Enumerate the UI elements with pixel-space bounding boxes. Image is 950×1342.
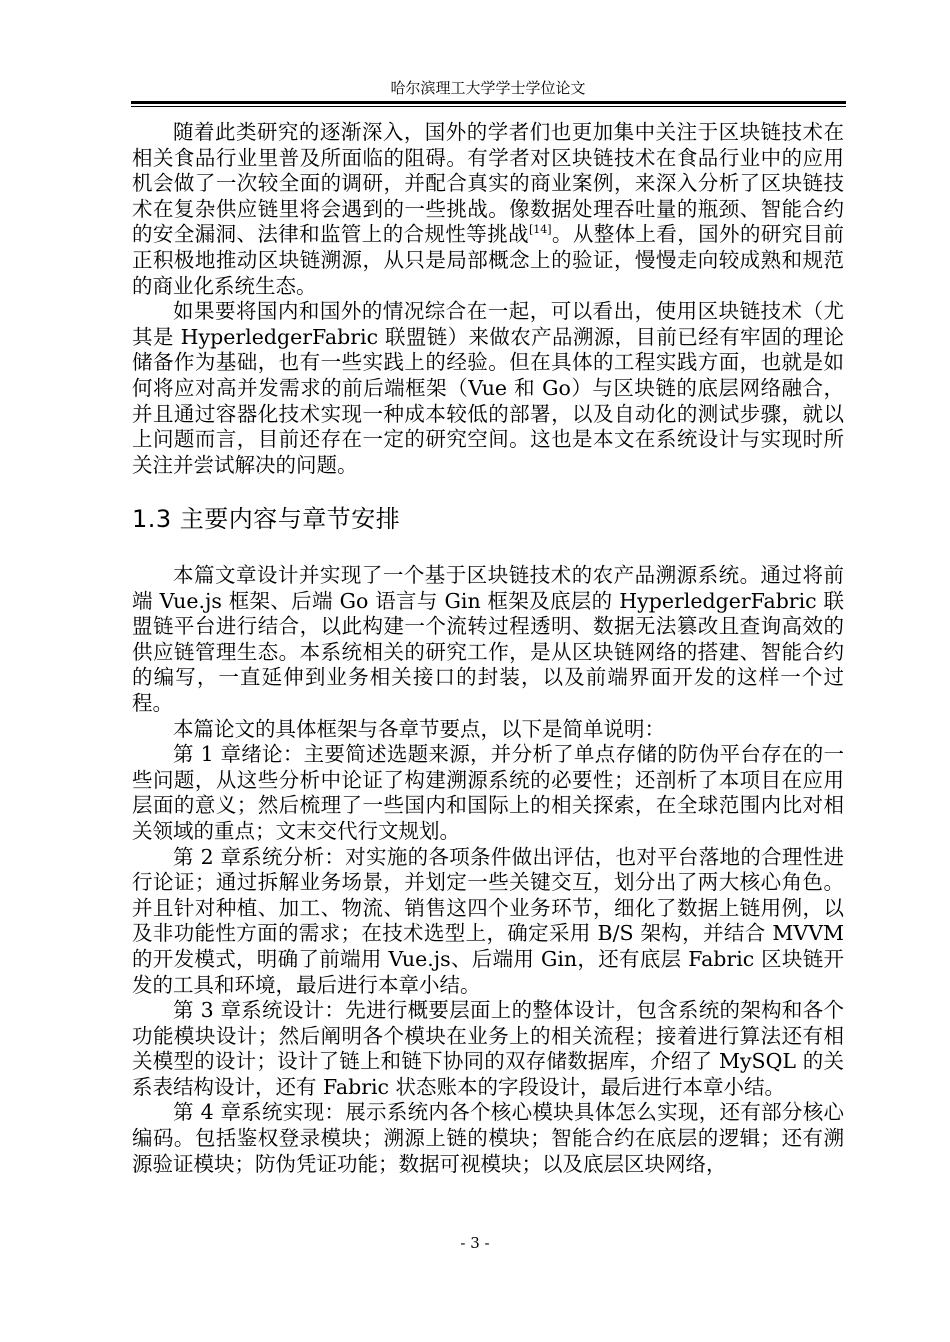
section-heading: 1.3 主要内容与章节安排 xyxy=(132,505,401,533)
paragraph-text: 。从整体上看，国外的研究目前正积极地推动区块链溯源，从只是局部概念上的验证，慢慢走向较成熟和规范的商业化系统生态。 xyxy=(132,222,845,298)
citation-reference: [14] xyxy=(528,223,552,237)
paragraph: 第 2 章系统分析：对实施的各项条件做出评估，也对平台落地的合理性进行论证；通过拆解业务场景，并划定一些关键交互，划分出了两大核心角色。并且针对种植、加工、物流、销售这四个业务环节，细化了数据上链用例，以及非功能性方面的需求；在技术选型上，确定采用 B/S 架构，并结合 MVVM 的开发模式，明确了前端用 Vue.js、后端用 Gin，还有底层 Fabric 区块链开发的工具和环境，最后进行本章小结。 xyxy=(132,844,844,997)
paragraph-text: 如果要将国内和国外的情况综合在一起，可以看出，使用区块链技术（尤其是 HyperledgerFabric 联盟链）来做农产品溯源，目前已经有牢固的理论储备作为基础，也有一些实践上的经验。但在具体的工程实践方面，也就是如何将应对高并发需求的前后端框架（Vue 和 Go）与区块链的底层网络融合，并且通过容器化技术实现一种成本较低的部署，以及自动化的测试步骤，就以上问题而言，目前还存在一定的研究空间。这也是本文在系统设计与实现时所关注并尝试解决的问题。 xyxy=(132,299,844,477)
paragraph: 本篇论文的具体框架与各章节要点，以下是简单说明： xyxy=(173,716,665,741)
paragraph: 第 3 章系统设计：先进行概要层面上的整体设计，包含系统的架构和各个功能模块设计；然后阐明各个模块在业务上的相关流程；接着进行算法还有相关模型的设计；设计了链上和链下协同的双存储数据库，介绍了 MySQL 的关系表结构设计，还有 Fabric 状态账本的字段设计，最后进行本章小结。 xyxy=(132,998,844,1099)
page-number: - 3 - xyxy=(460,1234,490,1252)
header-rule-thick xyxy=(131,101,846,104)
paragraph: 本篇文章设计并实现了一个基于区块链技术的农产品溯源系统。通过将前端 Vue.js 框架、后端 Go 语言与 Gin 框架及底层的 HyperledgerFabric 联盟链平台进行结合，以此构建一个流转过程透明、数据无法篡改且查询高效的供应链管理生态。本系统相关的研究工作，是从区块链网络的搭建、智能合约的编写，一直延伸到业务相关接口的封装，以及前端界面开发的这样一个过程。 xyxy=(132,563,844,715)
section-body-upper xyxy=(132,120,844,478)
section-body-lower xyxy=(132,563,844,1177)
paragraph: 第 1 章绪论：主要简述选题来源，并分析了单点存储的防伪平台存在的一些问题，从这些分析中论证了构建溯源系统的必要性；还剖析了本项目在应用层面的意义；然后梳理了一些国内和国际上的相关探索，在全球范围内比对相关领域的重点；文末交代行文规划。 xyxy=(132,742,844,843)
header-rule-thin xyxy=(131,106,846,107)
paragraph: 第 4 章系统实现：展示系统内各个核心模块具体怎么实现，还有部分核心编码。包括鉴权登录模块；溯源上链的模块；智能合约在底层的逻辑；还有溯源验证模块；防伪凭证功能；数据可视模块；以及底层区块网络， xyxy=(132,1100,844,1176)
running-header: 哈尔滨理工大学学士学位论文 xyxy=(390,79,586,97)
paragraph xyxy=(132,299,844,478)
paragraph xyxy=(132,120,844,299)
paragraph-text: 随着此类研究的逐渐深入，国外的学者们也更加集中关注于区块链技术在相关食品行业里普及所面临的阻碍。有学者对区块链技术在食品行业中的应用机会做了一次较全面的调研，并配合真实的商业案例，来深入分析了区块链技术在复杂供应链里将会遇到的一些挑战。像数据处理吞吐量的瓶颈、智能合约的安全漏洞、法律和监管上的合规性等挑战 xyxy=(132,120,844,247)
